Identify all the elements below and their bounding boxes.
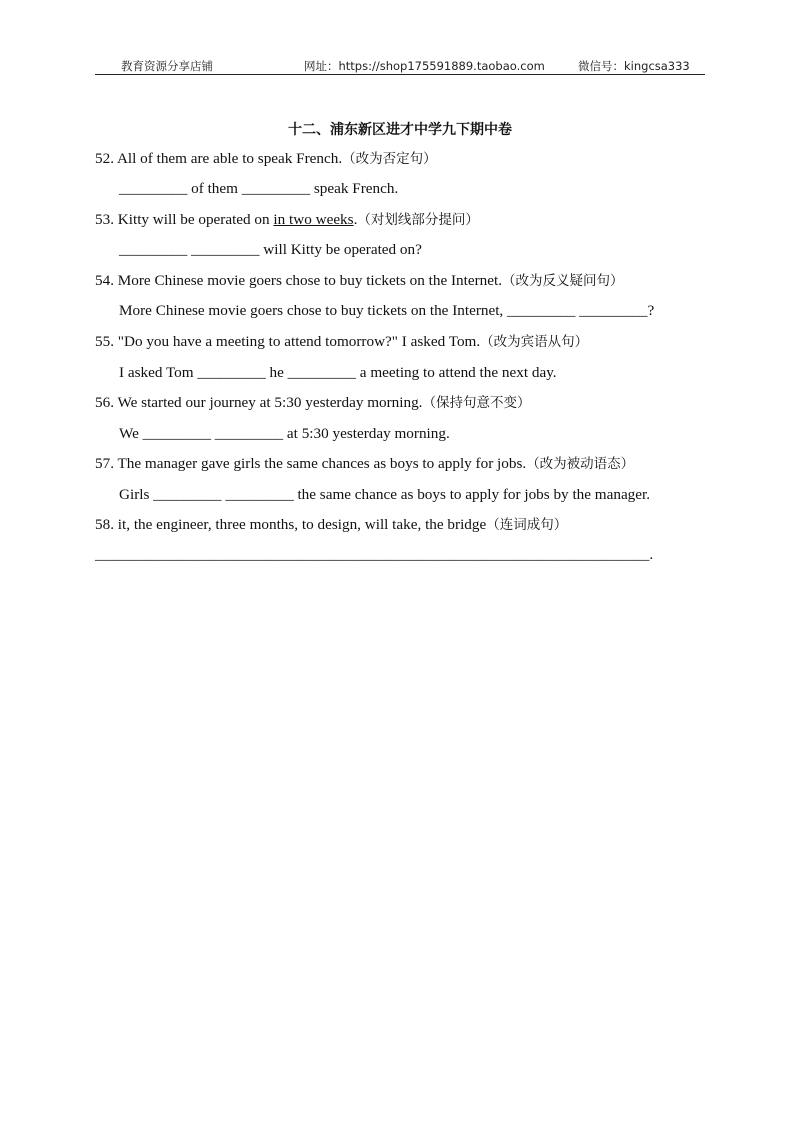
answer-57: Girls _________ _________ the same chance as boys to apply for jobs by the manager.	[119, 486, 651, 503]
section-title: 十二、浦东新区进才中学九下期中卷	[288, 122, 512, 138]
answer-55: I asked Tom _________ he _________ a meeting to attend the next day.	[119, 364, 557, 381]
question-instruction: （改为反义疑问句）	[502, 273, 624, 289]
question-53	[95, 211, 479, 229]
answer-54: More Chinese movie goers chose to buy tickets on the Internet, _________ _________?	[119, 302, 655, 319]
question-prompt: 55. "Do you have a meeting to attend tomorrow?" I asked Tom.	[95, 333, 481, 350]
question-prompt: 58. it, the engineer, three months, to design, will take, the bridge	[95, 516, 487, 533]
question-prompt: 54. More Chinese movie goers chose to buy tickets on the Internet.	[95, 272, 503, 289]
answer-56: We _________ _________ at 5:30 yesterday morning.	[119, 425, 450, 442]
question-58	[95, 516, 567, 534]
question-instruction: （保持句意不变）	[422, 395, 531, 411]
answer-52: _________ of them _________ speak French.	[119, 180, 399, 197]
question-instruction: （改为被动语态）	[526, 456, 635, 472]
question-instruction: （改为否定句）	[342, 151, 437, 167]
header-shop-name: 教育资源分享店铺	[121, 59, 213, 73]
question-instruction: （改为宾语从句）	[480, 334, 589, 350]
answer-53: _________ _________ will Kitty be operated on?	[119, 241, 422, 258]
question-56	[95, 394, 530, 412]
question-prompt: 57. The manager gave girls the same chances as boys to apply for jobs.	[95, 455, 527, 472]
question-prompt: 52. All of them are able to speak French.	[95, 150, 343, 167]
question-55	[95, 333, 588, 351]
page-header	[95, 56, 705, 75]
underlined-phrase: in two weeks	[273, 211, 354, 228]
question-54	[95, 272, 624, 290]
question-instruction: （对划线部分提问）	[357, 212, 479, 228]
header-wechat: 微信号：kingcsa333	[578, 59, 690, 73]
question-prompt-end: .	[353, 211, 358, 228]
question-instruction: （连词成句）	[486, 517, 568, 533]
question-prompt: 56. We started our journey at 5:30 yesterday morning.	[95, 394, 423, 411]
question-prompt: 53. Kitty will be operated on	[95, 211, 274, 228]
question-52	[95, 150, 437, 168]
header-url: 网址：https://shop175591889.taobao.com	[304, 59, 545, 73]
answer-58: _________________________________________________________________________.	[95, 546, 654, 563]
question-57	[95, 455, 634, 473]
